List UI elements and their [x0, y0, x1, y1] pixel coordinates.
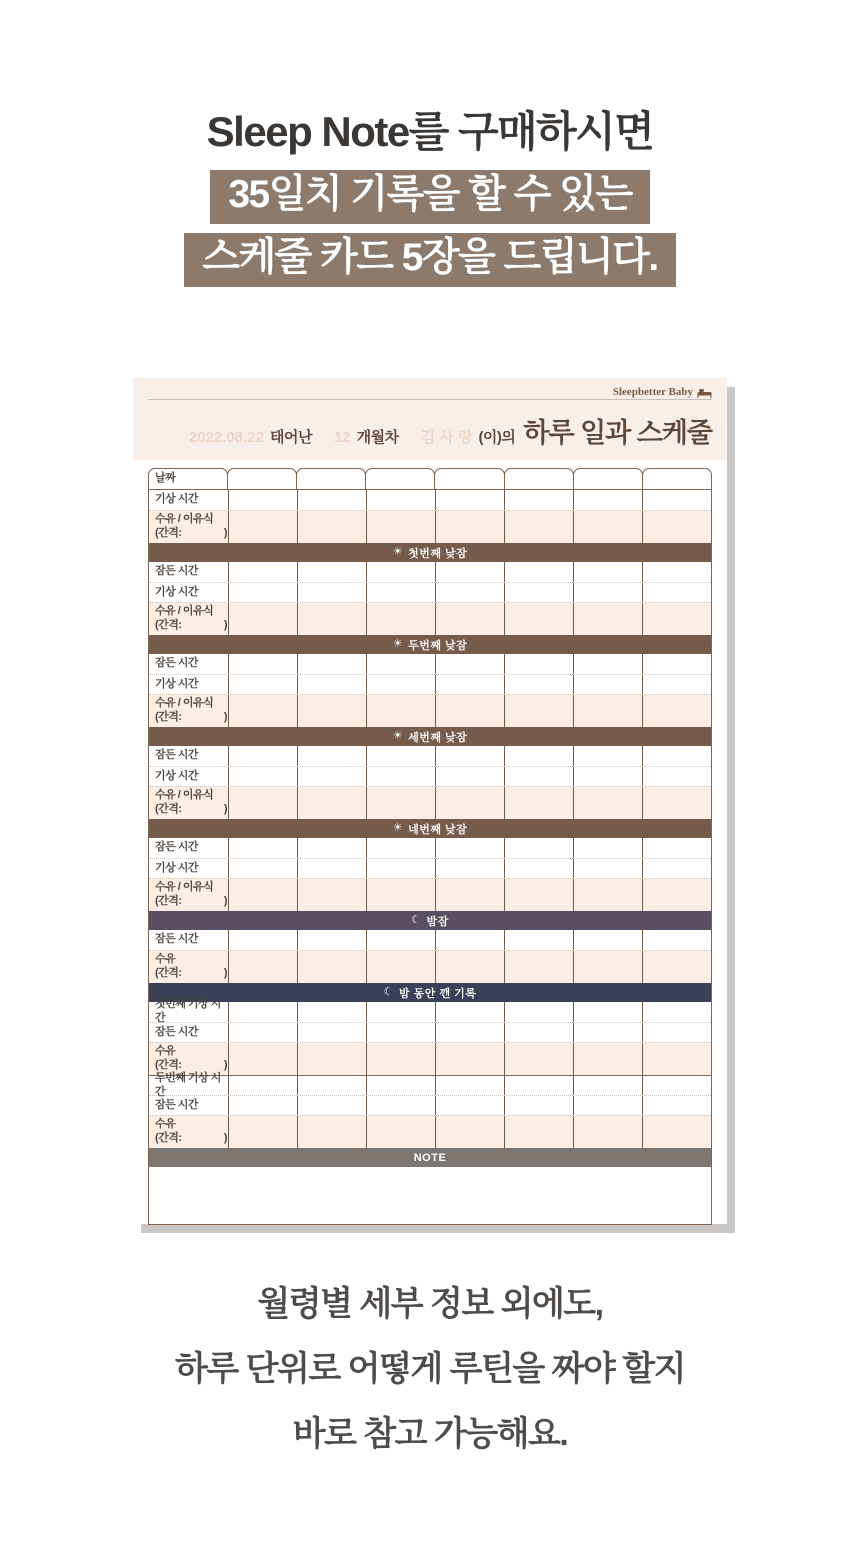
footer-line: 바로 참고 가능해요.	[292, 1415, 568, 1453]
day-entry-cell	[643, 951, 711, 983]
day-entry-cell	[229, 767, 298, 786]
day-entry-cell	[436, 511, 505, 543]
day-entry-cell	[643, 930, 711, 950]
row-label-cell	[149, 879, 229, 911]
row-label: 기상 시간	[155, 769, 199, 782]
row-label: 잠든 시간	[155, 657, 199, 670]
headline-text: Sleep Note를 구매하시면	[206, 108, 654, 155]
section-bar	[149, 635, 711, 654]
interval-close: )	[223, 711, 227, 723]
table-row	[149, 602, 711, 635]
row-label: 잠든 시간	[155, 749, 199, 762]
name-suffix: (이)의	[478, 429, 516, 446]
day-entry-cell	[505, 490, 574, 510]
day-entry-cell	[367, 675, 436, 694]
day-entry-cell	[229, 787, 298, 819]
date-header-cell	[148, 468, 228, 490]
day-entry-cell	[574, 654, 643, 674]
row-label-cell	[149, 695, 229, 727]
table-row	[149, 1071, 711, 1098]
day-entry-cell	[298, 951, 367, 983]
day-entry-cell	[298, 930, 367, 950]
schedule-table	[148, 468, 712, 1225]
day-entry-cell	[505, 1116, 574, 1148]
row-sublabel	[155, 1132, 227, 1146]
day-entry-cell	[298, 1002, 367, 1022]
row-label: 수유 / 이유식	[155, 513, 214, 526]
day-entry-cell	[436, 1096, 505, 1115]
card-header	[133, 378, 727, 460]
day-entry-cell	[505, 930, 574, 950]
promo-footer	[0, 1272, 860, 1467]
section-bar	[149, 543, 711, 562]
day-entry-cell	[436, 1076, 505, 1095]
row-label-cell	[149, 1096, 229, 1115]
interval-open: (간격:	[155, 1132, 182, 1144]
day-entry-cell	[505, 746, 574, 766]
table-row	[149, 1115, 711, 1148]
row-label-cell	[149, 951, 229, 983]
day-entry-cell	[229, 1076, 298, 1095]
day-entry-cell	[574, 511, 643, 543]
day-entry-cell	[367, 1002, 436, 1022]
interval-open: (간격:	[155, 527, 182, 539]
card-main-title: 하루 일과 스케줄	[523, 418, 712, 448]
day-entry-cell	[298, 859, 367, 878]
day-entry-cell	[505, 562, 574, 582]
row-label: 두번째 기상 시간	[155, 1071, 221, 1098]
section-bar	[149, 911, 711, 930]
row-label: 기상 시간	[155, 493, 199, 506]
day-entry-cell	[298, 787, 367, 819]
table-row	[149, 694, 711, 727]
day-entry-cell	[298, 583, 367, 602]
table-row	[149, 654, 711, 674]
day-entry-cell	[298, 1023, 367, 1042]
day-entry-cell	[574, 583, 643, 602]
bed-icon	[697, 387, 712, 398]
row-sublabel	[155, 1059, 227, 1073]
day-entry-cell	[505, 767, 574, 786]
day-entry-cell	[436, 1043, 505, 1075]
day-entry-cell	[229, 1096, 298, 1115]
day-entry-cell	[574, 1096, 643, 1115]
brand-name: Sleepbetter Baby	[612, 386, 693, 398]
day-entry-cell	[574, 787, 643, 819]
row-label-cell	[149, 490, 229, 510]
row-sublabel	[155, 803, 227, 817]
day-column-tab	[642, 468, 712, 490]
day-entry-cell	[643, 654, 711, 674]
day-column-tab	[296, 468, 366, 490]
sun-icon: ☀	[392, 546, 404, 558]
day-entry-cell	[505, 951, 574, 983]
row-label-cell	[149, 583, 229, 602]
day-entry-cell	[643, 746, 711, 766]
day-entry-cell	[367, 1116, 436, 1148]
row-label: 첫번째 기상 시간	[155, 998, 221, 1024]
day-entry-cell	[505, 1002, 574, 1022]
day-entry-cell	[505, 603, 574, 635]
row-label: 수유 / 이유식	[155, 789, 214, 802]
row-label-cell	[149, 998, 229, 1024]
day-entry-cell	[643, 562, 711, 582]
day-entry-cell	[367, 603, 436, 635]
day-entry-cell	[505, 695, 574, 727]
day-entry-cell	[643, 787, 711, 819]
row-label: 잠든 시간	[155, 1098, 199, 1111]
day-entry-cell	[367, 695, 436, 727]
day-entry-cell	[505, 1023, 574, 1042]
section-bar-label: NOTE	[413, 1151, 447, 1164]
day-entry-cell	[574, 1023, 643, 1042]
day-entry-cell	[574, 562, 643, 582]
day-entry-cell	[229, 838, 298, 858]
day-entry-cell	[298, 490, 367, 510]
day-entry-cell	[574, 603, 643, 635]
day-entry-cell	[643, 1116, 711, 1148]
day-entry-cell	[505, 1043, 574, 1075]
day-entry-cell	[436, 746, 505, 766]
row-label: 기상 시간	[155, 677, 199, 690]
day-entry-cell	[298, 746, 367, 766]
day-entry-cell	[229, 879, 298, 911]
day-entry-cell	[436, 787, 505, 819]
row-label-cell	[149, 1023, 229, 1042]
day-entry-cell	[643, 583, 711, 602]
day-entry-cell	[436, 1116, 505, 1148]
table-row	[149, 930, 711, 950]
day-entry-cell	[436, 879, 505, 911]
day-entry-cell	[574, 1116, 643, 1148]
table-row	[149, 674, 711, 694]
row-label-cell	[149, 838, 229, 858]
day-entry-cell	[367, 879, 436, 911]
day-entry-cell	[367, 1023, 436, 1042]
day-entry-cell	[298, 879, 367, 911]
day-entry-cell	[367, 767, 436, 786]
day-entry-cell	[505, 675, 574, 694]
day-entry-cell	[574, 695, 643, 727]
highlight-boxes	[0, 170, 860, 287]
sun-icon: ☀	[392, 730, 404, 742]
section-bar	[149, 1148, 711, 1167]
day-entry-cell	[229, 511, 298, 543]
interval-close: )	[223, 1132, 227, 1144]
day-entry-cell	[643, 1002, 711, 1022]
interval-close: )	[223, 527, 227, 539]
day-entry-cell	[298, 1116, 367, 1148]
day-entry-cell	[298, 1096, 367, 1115]
day-entry-cell	[229, 1043, 298, 1075]
day-entry-cell	[574, 1002, 643, 1022]
table-row	[149, 858, 711, 878]
day-entry-cell	[505, 787, 574, 819]
brand-row	[148, 382, 712, 400]
row-label-cell	[149, 746, 229, 766]
day-entry-cell	[643, 1023, 711, 1042]
day-entry-cell	[505, 583, 574, 602]
day-entry-cell	[436, 654, 505, 674]
day-entry-cell	[229, 1023, 298, 1042]
day-entry-cell	[367, 838, 436, 858]
section-bar-label: 두번째 낮잠	[408, 639, 468, 652]
day-entry-cell	[574, 930, 643, 950]
day-entry-cell	[574, 746, 643, 766]
row-label-cell	[149, 1116, 229, 1148]
schedule-card	[133, 378, 727, 1224]
day-entry-cell	[505, 859, 574, 878]
day-entry-cell	[574, 951, 643, 983]
interval-close: )	[223, 967, 227, 979]
day-entry-cell	[298, 838, 367, 858]
table-row	[149, 786, 711, 819]
footer-line: 월령별 세부 정보 외에도,	[257, 1285, 603, 1323]
table-row	[149, 746, 711, 766]
day-entry-cell	[643, 1043, 711, 1075]
day-entry-cell	[643, 490, 711, 510]
day-entry-cell	[298, 1043, 367, 1075]
row-label: 수유 / 이유식	[155, 881, 214, 894]
day-column-tab	[434, 468, 504, 490]
day-entry-cell	[229, 654, 298, 674]
row-label: 잠든 시간	[155, 933, 199, 946]
day-entry-cell	[229, 930, 298, 950]
day-entry-cell	[574, 879, 643, 911]
day-entry-cell	[367, 490, 436, 510]
day-entry-cell	[436, 490, 505, 510]
row-sublabel	[155, 711, 227, 725]
row-label-cell	[149, 1071, 229, 1098]
interval-close: )	[223, 895, 227, 907]
row-label-cell	[149, 1043, 229, 1075]
day-column-tab	[504, 468, 574, 490]
section-bar	[149, 983, 711, 1002]
interval-open: (간격:	[155, 1059, 182, 1071]
day-entry-cell	[298, 654, 367, 674]
day-entry-cell	[436, 583, 505, 602]
day-entry-cell	[505, 1076, 574, 1095]
day-entry-cell	[367, 562, 436, 582]
day-entry-cell	[367, 859, 436, 878]
row-label-cell	[149, 767, 229, 786]
table-header-row	[148, 468, 712, 490]
day-entry-cell	[574, 675, 643, 694]
highlight-box-2: 스케줄 카드 5장을 드립니다.	[184, 233, 675, 287]
row-label-cell	[149, 787, 229, 819]
day-entry-cell	[574, 838, 643, 858]
table-row	[149, 766, 711, 786]
interval-open: (간격:	[155, 803, 182, 815]
table-row	[149, 950, 711, 983]
row-label: 기상 시간	[155, 861, 199, 874]
day-column-tab	[365, 468, 435, 490]
interval-close: )	[223, 619, 227, 631]
day-entry-cell	[643, 695, 711, 727]
day-entry-cell	[367, 746, 436, 766]
table-row	[149, 562, 711, 582]
table-row	[149, 838, 711, 858]
born-label: 태어난	[269, 429, 312, 446]
day-entry-cell	[367, 654, 436, 674]
day-entry-cell	[643, 879, 711, 911]
day-entry-cell	[229, 951, 298, 983]
day-entry-cell	[643, 603, 711, 635]
day-entry-cell	[505, 1096, 574, 1115]
day-entry-cell	[298, 603, 367, 635]
day-entry-cell	[367, 1076, 436, 1095]
day-entry-cell	[574, 767, 643, 786]
day-entry-cell	[505, 511, 574, 543]
row-label: 수유	[155, 1118, 176, 1131]
card-title	[133, 411, 712, 450]
interval-open: (간격:	[155, 967, 182, 979]
row-label-cell	[149, 675, 229, 694]
interval-open: (간격:	[155, 711, 182, 723]
baby-name: 김 사 랑	[420, 429, 473, 446]
row-label: 날짜	[155, 472, 176, 485]
day-entry-cell	[643, 675, 711, 694]
day-entry-cell	[229, 603, 298, 635]
day-entry-cell	[574, 1043, 643, 1075]
day-entry-cell	[229, 695, 298, 727]
interval-open: (간격:	[155, 895, 182, 907]
promo-headline	[0, 107, 860, 287]
day-entry-cell	[505, 879, 574, 911]
interval-open: (간격:	[155, 619, 182, 631]
day-entry-cell	[505, 654, 574, 674]
day-entry-cell	[643, 859, 711, 878]
table-body	[148, 490, 712, 1225]
row-label: 수유	[155, 1045, 176, 1058]
day-entry-cell	[229, 583, 298, 602]
day-entry-cell	[643, 767, 711, 786]
day-column-tab	[227, 468, 297, 490]
section-bar-label: 세번째 낮잠	[408, 731, 468, 744]
day-entry-cell	[229, 1002, 298, 1022]
day-entry-cell	[643, 1076, 711, 1095]
section-bar-label: 밤잠	[426, 915, 449, 928]
age-months: 12	[333, 429, 351, 446]
day-entry-cell	[436, 951, 505, 983]
section-bar	[149, 819, 711, 838]
row-label: 수유 / 이유식	[155, 605, 214, 618]
row-sublabel	[155, 527, 227, 541]
day-entry-cell	[574, 1076, 643, 1095]
day-entry-cell	[229, 746, 298, 766]
day-column-tab	[573, 468, 643, 490]
day-entry-cell	[298, 511, 367, 543]
table-row	[149, 998, 711, 1024]
interval-close: )	[223, 803, 227, 815]
row-sublabel	[155, 967, 227, 981]
sun-icon: ☀	[392, 822, 404, 834]
table-row	[149, 1095, 711, 1115]
row-label: 잠든 시간	[155, 1025, 199, 1038]
interval-close: )	[223, 1059, 227, 1071]
day-entry-cell	[367, 787, 436, 819]
day-entry-cell	[643, 511, 711, 543]
day-entry-cell	[229, 1116, 298, 1148]
day-entry-cell	[367, 930, 436, 950]
day-entry-cell	[436, 675, 505, 694]
row-label-cell	[149, 654, 229, 674]
day-entry-cell	[436, 603, 505, 635]
day-entry-cell	[298, 695, 367, 727]
day-entry-cell	[436, 930, 505, 950]
day-entry-cell	[367, 1043, 436, 1075]
note-area	[149, 1167, 711, 1224]
row-label-cell	[149, 603, 229, 635]
table-row	[149, 510, 711, 543]
table-row	[149, 1042, 711, 1075]
day-entry-cell	[229, 562, 298, 582]
row-label: 잠든 시간	[155, 565, 199, 578]
row-label: 수유 / 이유식	[155, 697, 214, 710]
day-entry-cell	[298, 675, 367, 694]
day-entry-cell	[298, 1076, 367, 1095]
day-entry-cell	[505, 838, 574, 858]
day-entry-cell	[436, 859, 505, 878]
row-label: 수유	[155, 953, 176, 966]
day-entry-cell	[436, 1023, 505, 1042]
day-entry-cell	[367, 511, 436, 543]
day-entry-cell	[436, 838, 505, 858]
table-row	[149, 490, 711, 510]
row-label-cell	[149, 930, 229, 950]
day-entry-cell	[298, 767, 367, 786]
day-entry-cell	[367, 1096, 436, 1115]
day-entry-cell	[436, 767, 505, 786]
moon-icon: ☾	[383, 986, 394, 998]
row-label: 잠든 시간	[155, 841, 199, 854]
row-label-cell	[149, 511, 229, 543]
day-entry-cell	[436, 562, 505, 582]
row-label: 기상 시간	[155, 585, 199, 598]
months-label: 개월차	[356, 429, 399, 446]
day-entry-cell	[436, 1002, 505, 1022]
section-bar-label: 네번째 낮잠	[408, 823, 468, 836]
table-row	[149, 1022, 711, 1042]
day-entry-cell	[574, 859, 643, 878]
table-row	[149, 582, 711, 602]
section-bar-label: 첫번째 낮잠	[408, 547, 468, 560]
day-entry-cell	[367, 951, 436, 983]
highlight-box-1: 35일치 기록을 할 수 있는	[210, 170, 649, 224]
day-entry-cell	[229, 859, 298, 878]
day-entry-cell	[298, 562, 367, 582]
row-sublabel	[155, 895, 227, 909]
row-sublabel	[155, 619, 227, 633]
day-entry-cell	[367, 583, 436, 602]
table-row	[149, 878, 711, 911]
section-bar	[149, 727, 711, 746]
day-entry-cell	[643, 1096, 711, 1115]
day-entry-cell	[436, 695, 505, 727]
birth-date: 2022.08.22	[188, 429, 264, 446]
day-entry-cell	[574, 490, 643, 510]
row-label-cell	[149, 859, 229, 878]
day-entry-cell	[643, 838, 711, 858]
section-bar-label: 밤 동안 깬 기록	[398, 987, 477, 1000]
sun-icon: ☀	[392, 638, 404, 650]
day-entry-cell	[229, 490, 298, 510]
row-label-cell	[149, 562, 229, 582]
day-entry-cell	[229, 675, 298, 694]
moon-icon: ☾	[411, 914, 422, 926]
footer-line: 하루 단위로 어떻게 루틴을 짜야 할지	[175, 1350, 685, 1388]
